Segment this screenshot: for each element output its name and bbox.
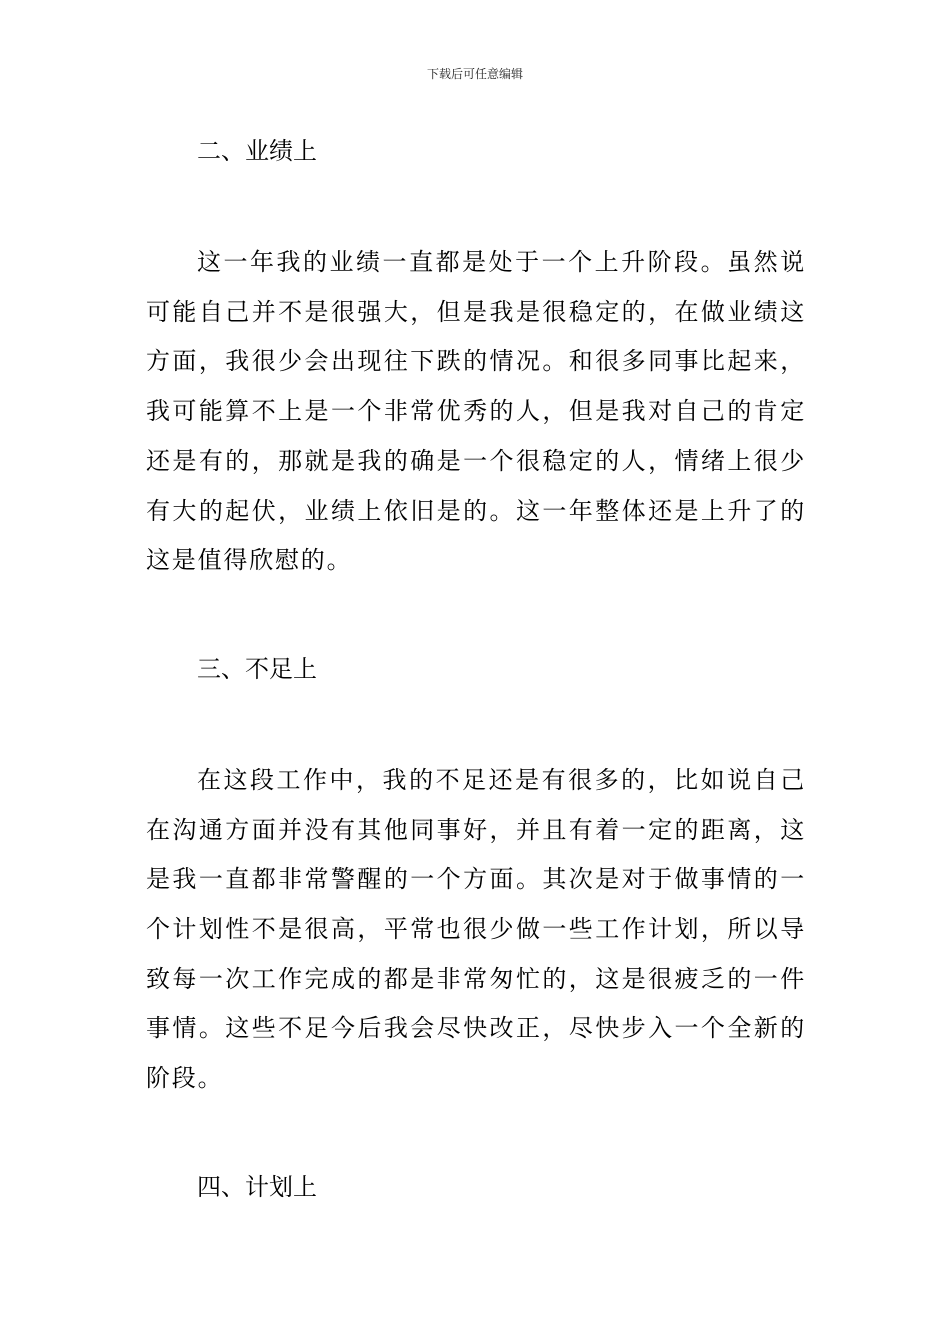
section-paragraph-shortcomings: 在这段工作中，我的不足还是有很多的，比如说自己在沟通方面并没有其他同事好，并且有着一定的距离，这是我一直都非常警醒的一个方面。其次是对于做事情的一个计划性不是很高，平常也很少做一些工作计划，所以导致每一次工作完成的都是非常匆忙的，这是很疲乏的一件事情。这些不足今后我会尽快改正，尽快步入一个全新的阶段。 <box>146 765 806 1093</box>
section-heading-shortcomings: 三、不足上 <box>197 654 317 683</box>
section-heading-performance: 二、业绩上 <box>197 137 317 165</box>
document-body <box>146 128 806 1210</box>
section-paragraph-performance: 这一年我的业绩一直都是处于一个上升阶段。虽然说可能自己并不是很强大，但是我是很稳定的，在做业绩这方面，我很少会出现往下跌的情况。和很多同事比起来，我可能算不上是一个非常优秀的人，但是我对自己的肯定还是有的，那就是我的确是一个很稳定的人，情绪上很少有大的起伏，业绩上依旧是的。这一年整体还是上升了的这是值得欣慰的。 <box>146 248 806 575</box>
section-heading-plan: 四、计划上 <box>197 1172 317 1201</box>
page-header: 下载后可任意编辑 <box>426 67 523 81</box>
